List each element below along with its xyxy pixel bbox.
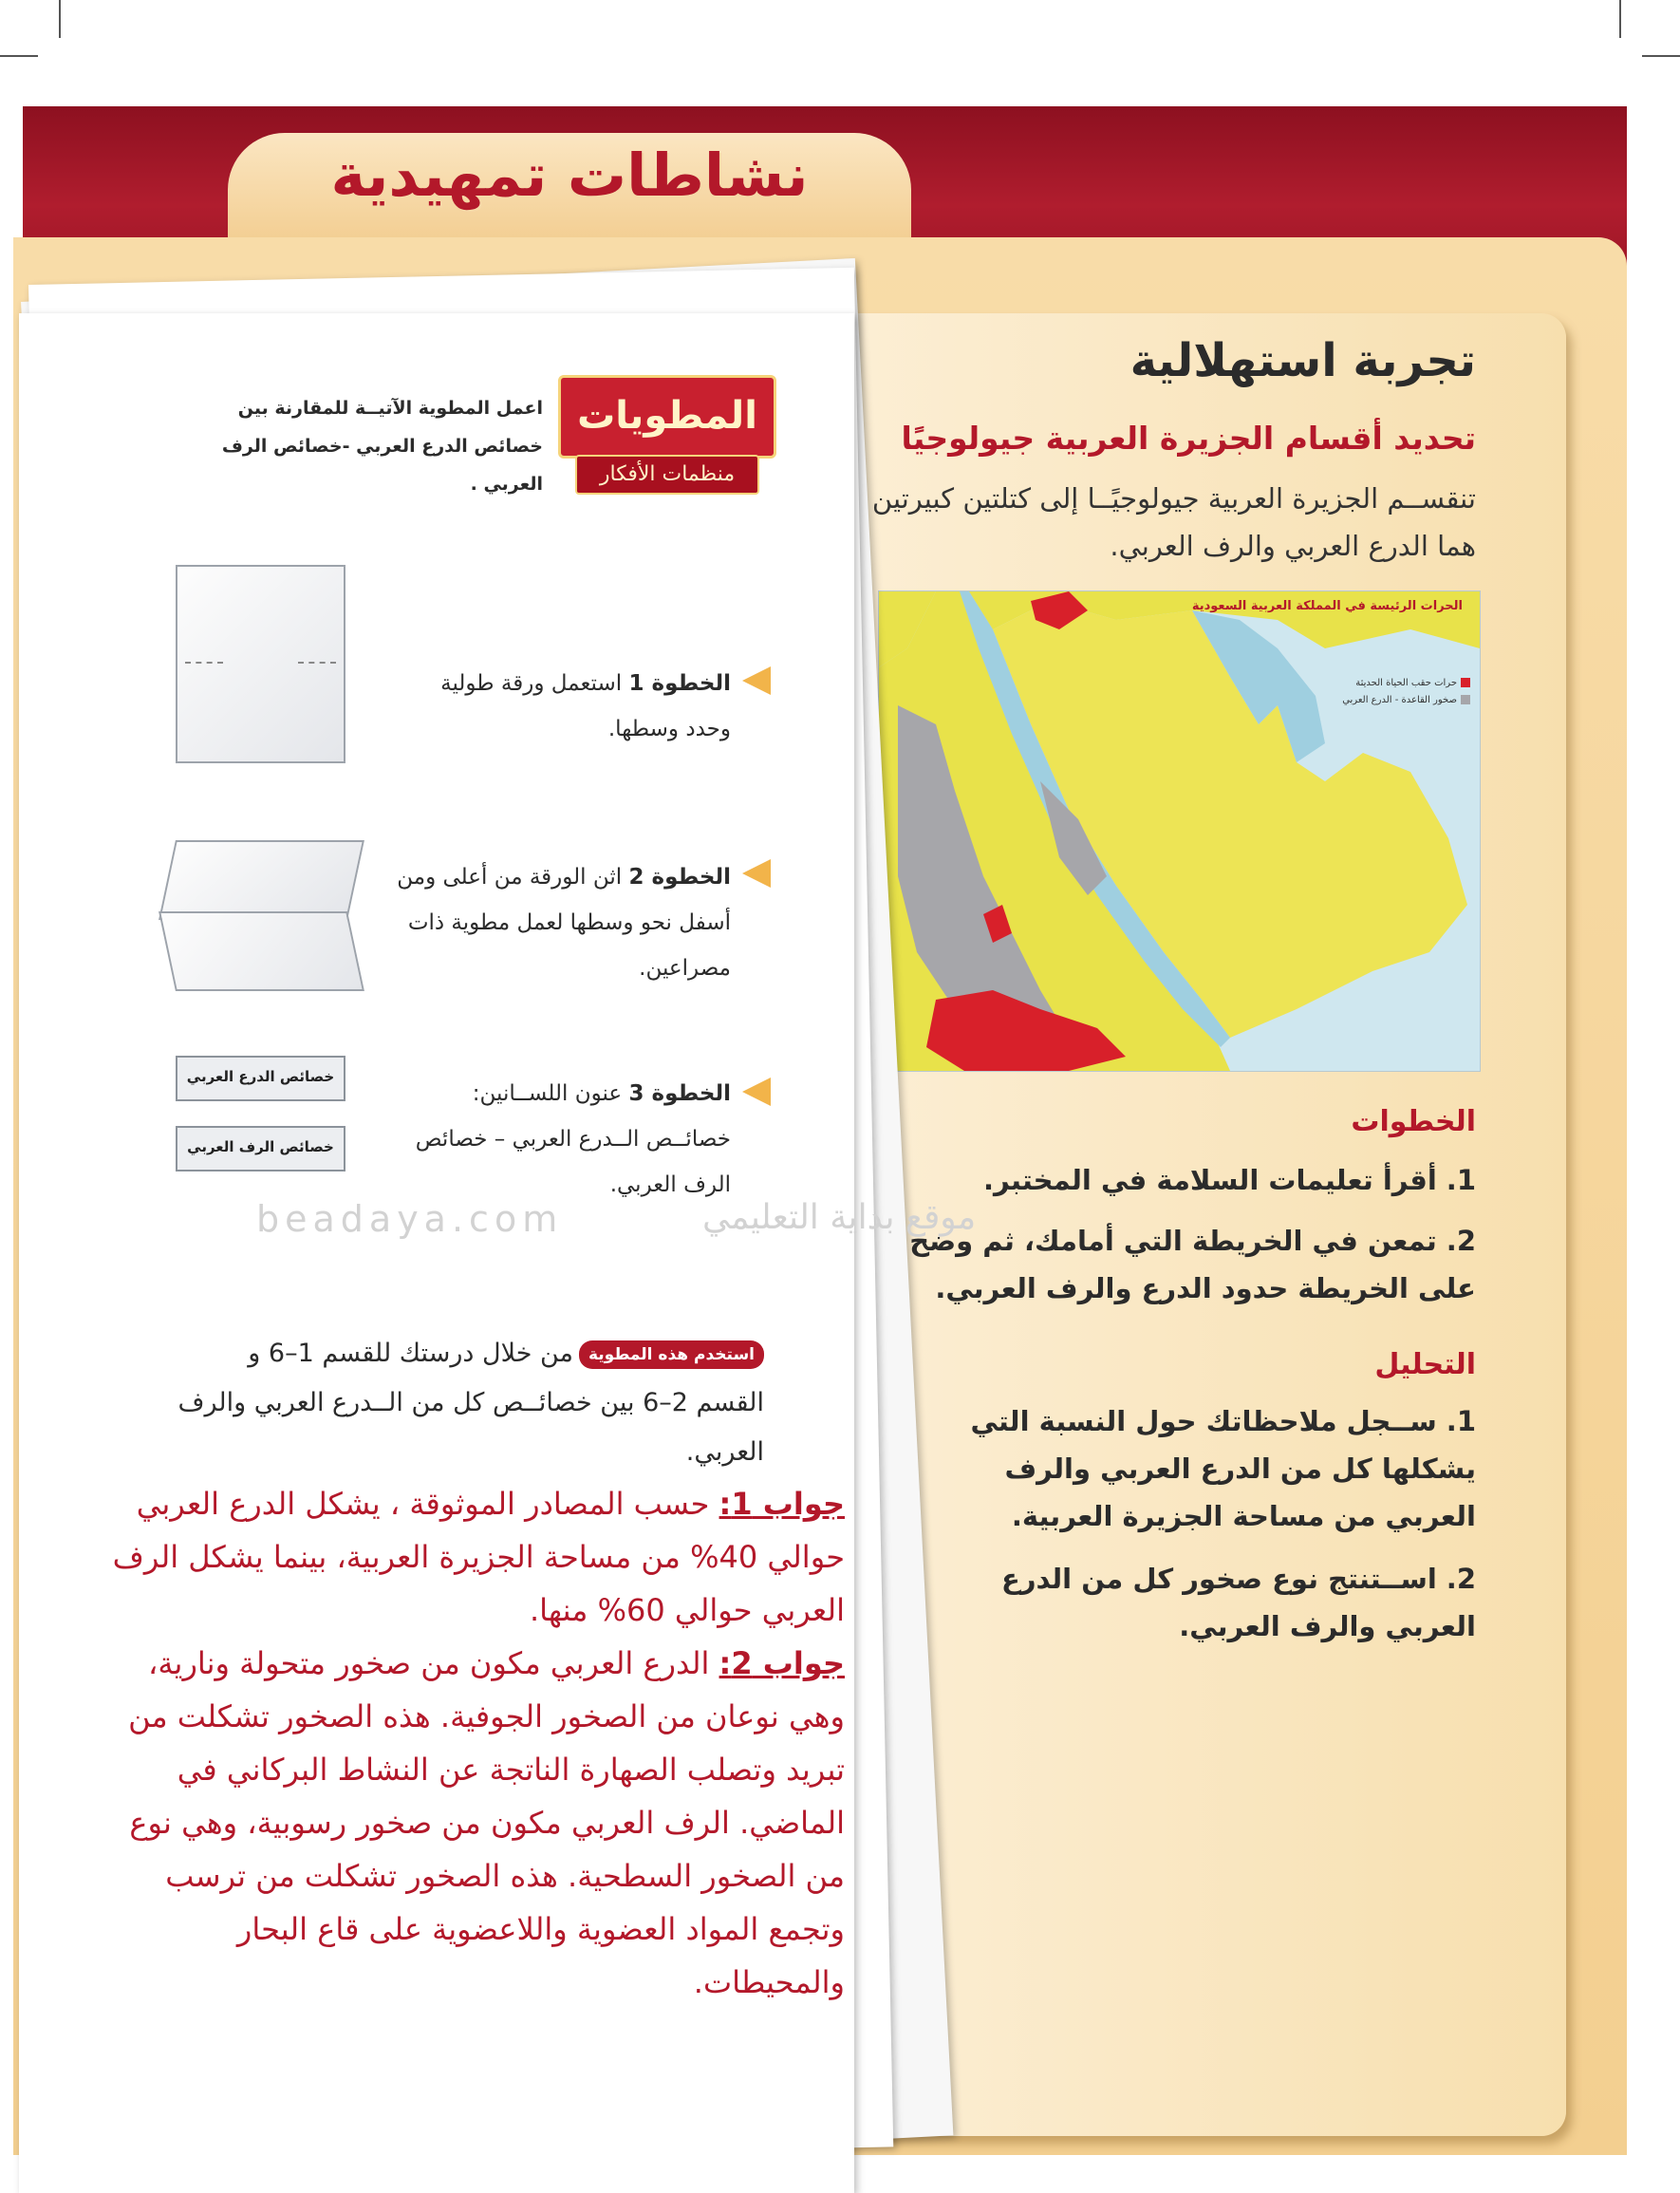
foldables-subtitle: منظمات الأفكار — [575, 455, 759, 495]
step2-flap-bottom — [159, 911, 364, 991]
foldables-badge — [558, 375, 776, 498]
use-foldable-badge: استخدم هذه المطوية — [579, 1340, 764, 1369]
legend-swatch-red — [1461, 678, 1470, 687]
answer-1: جواب 1: حسب المصادر الموثوقة ، يشكل الدرع العربي حوالي 40% من مساحة الجزيرة العربية، بينما يشكل الرف العربي حوالي 60% منها. — [112, 1486, 845, 1628]
step-arrow-icon — [742, 859, 771, 888]
list-item: 1.أقرأ تعليمات السلامة في المختبر. — [982, 1164, 1476, 1196]
arabia-geology-map — [878, 590, 1481, 1072]
foldables-intro: اعمل المطوية الآتيــة للمقارنة بين خصائص الدرع العربي -خصائص الرف العربي . — [221, 398, 543, 495]
map-illustration — [879, 591, 1480, 1071]
use-foldable-note: استخدم هذه المطويةمن خلال درستك للقسم 1–6 و القسم 2–6 بين خصائــص كل من الــدرع العربي والرف العربي. — [177, 1339, 764, 1467]
map-legend — [1342, 675, 1470, 709]
crop-mark — [1619, 0, 1621, 38]
legend-item: صخور القاعدة - الدرع العربي — [1342, 692, 1470, 709]
midline-mark — [298, 662, 336, 664]
list-item: 2.اســتنتج نوع صخور كل من الدرع العربي والرف العربي. — [1001, 1563, 1476, 1642]
answer-2: جواب 2: الدرع العربي مكون من صخور متحولة ونارية، وهي نوعان من الصخور الجوفية. هذه الصخور تشكلت من تبريد وتصلب الصهارة الناتجة عن النشاط البركاني في الماضي. الرف العربي مكون من صخور رسوبية، وهي نوع من الصخور السطحية. هذه الصخور تشكلت من ترسب وتجمع المواد العضوية واللاعضوية على قاع البحار والمحيطات. — [128, 1645, 845, 2000]
experiment-subheading: تحديد أقسام الجزيرة العربية جيولوجيًا — [901, 420, 1476, 457]
watermark-site: beadaya.com — [256, 1198, 564, 1240]
steps-heading: الخطوات — [1351, 1105, 1476, 1138]
step-1: الخطوة 1 استعمل ورقة طولية وحدد وسطها. — [440, 671, 731, 741]
step-arrow-icon — [742, 666, 771, 695]
legend-item: حرات حقب الحياة الحديثة — [1342, 675, 1470, 692]
step1-sheet-illustration — [176, 565, 345, 763]
midline-mark — [185, 662, 223, 664]
crop-mark — [1642, 55, 1680, 57]
analysis-heading: التحليل — [1374, 1348, 1476, 1381]
page-title: نشاطات تمهيدية — [330, 141, 809, 210]
watermark-label: موقع بداية التعليمي — [702, 1198, 977, 1237]
legend-swatch-grey — [1461, 695, 1470, 704]
step2-flap-top — [159, 840, 364, 920]
crop-mark — [0, 55, 38, 57]
list-item: 2.تمعن في الخريطة التي أمامك، ثم وضح على الخريطة حدود الدرع والرف العربي. — [909, 1225, 1476, 1304]
map-title: الحرات الرئيسة في المملكة العربية السعودية — [1191, 599, 1463, 613]
tab-label-shelf: خصائص الرف العربي — [176, 1126, 345, 1171]
step-2: الخطوة 2 اثن الورقة من أعلى ومن أسفل نحو وسطها لعمل مطوية ذات مصراعين. — [397, 865, 731, 981]
step-arrow-icon — [742, 1078, 771, 1106]
foldables-title: المطويات — [558, 375, 776, 459]
list-item: 1.ســجل ملاحظاتك حول النسبة التي يشكلها كل من الدرع العربي والرف العربي من مساحة الجزيرة العربية. — [970, 1405, 1476, 1532]
crop-mark — [59, 0, 61, 38]
answers-block — [104, 1477, 845, 2009]
tab-label-shield: خصائص الدرع العربي — [176, 1056, 345, 1101]
experiment-intro: تنقســم الجزيرة العربية جيولوجيًــا إلى كتلتين كبيرتين هما الدرع العربي والرف العربي. — [871, 482, 1476, 562]
step-3: الخطوة 3 عنون اللســانين: خصائــص الــدرع العربي – خصائص الرف العربي. — [415, 1081, 731, 1197]
experiment-heading: تجربة استهلالية — [1129, 334, 1476, 387]
